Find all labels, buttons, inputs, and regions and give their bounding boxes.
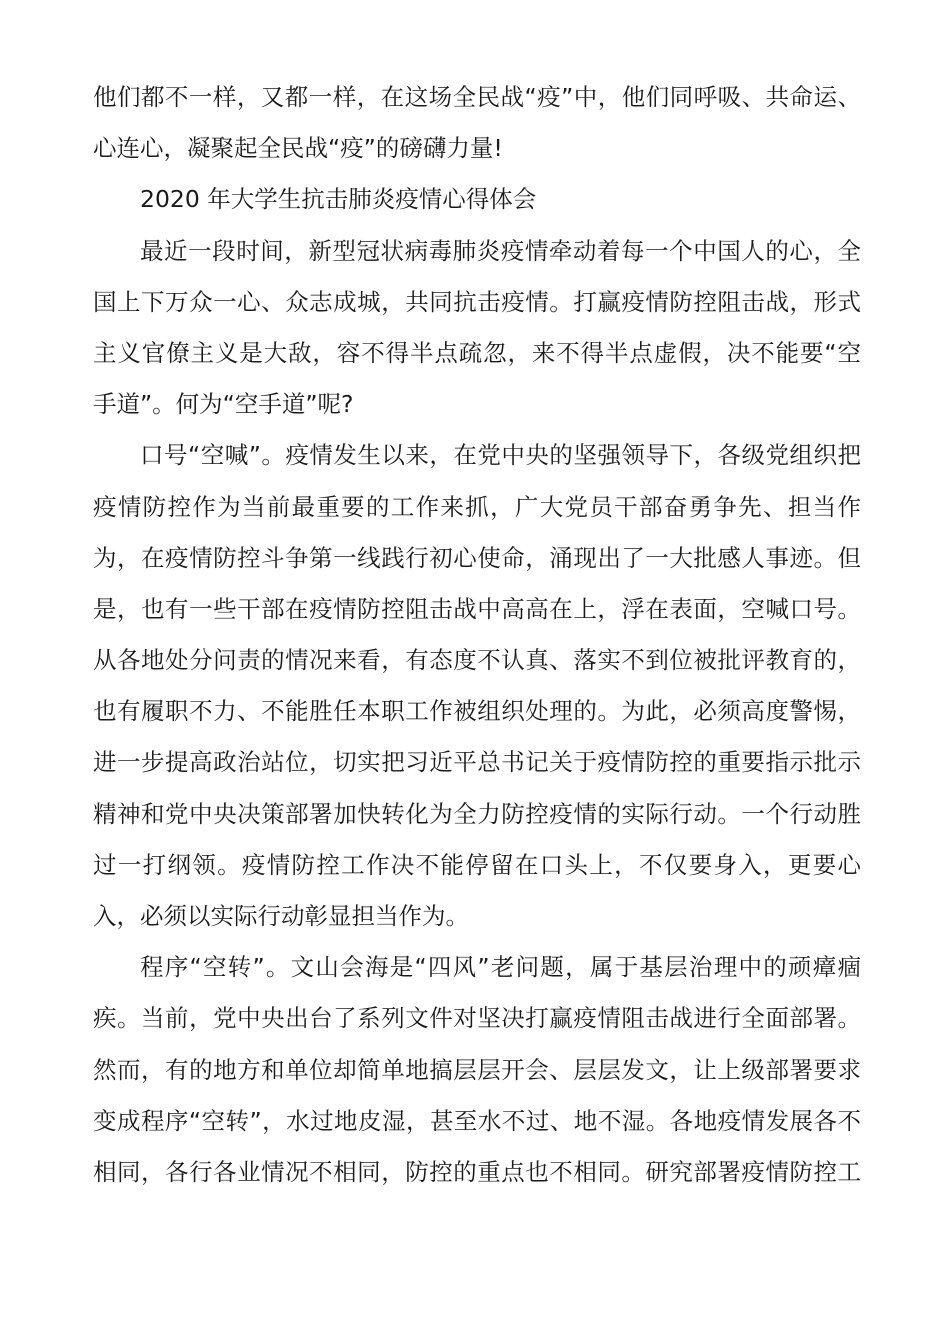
text-line: 主义官僚主义是大敌，容不得半点疏忽，来不得半点虚假，决不能要“空: [93, 338, 862, 367]
text-line: 最近一段时间，新型冠状病毒肺炎疫情牵动着每一个中国人的心，全: [140, 236, 862, 265]
section-heading: 2020 年大学生抗击肺炎疫情心得体会: [140, 185, 537, 214]
text-line: 入，必须以实际行动彰显担当作为。: [93, 902, 469, 930]
text-line: 心连心，凝聚起全民战“疫”的磅礴力量!: [93, 134, 503, 163]
text-line: 为，在疫情防控斗争第一线践行初心使命，涌现出了一大批感人事迹。但: [93, 543, 862, 572]
text-line: 过一打纲领。疫情防控工作决不能停留在口头上，不仅要身入，更要心: [93, 850, 863, 879]
text-line: 然而，有的地方和单位却简单地搞层层开会、层层发文，让上级部署要求: [93, 1055, 862, 1084]
text-line: 进一步提高政治站位，切实把习近平总书记关于疫情防控的重要指示批示: [93, 748, 862, 777]
text-line: 疾。当前，党中央出台了系列文件对坚决打赢疫情阻击战进行全面部署。: [93, 1004, 862, 1033]
document-body: [93, 72, 861, 1198]
text-line: 从各地处分问责的情况来看，有态度不认真、落实不到位被批评教育的，: [93, 646, 862, 675]
text-line: 相同，各行各业情况不相同，防控的重点也不相同。研究部署疫情防控工: [93, 1157, 862, 1186]
text-line: 他们都不一样，又都一样，在这场全民战“疫”中，他们同呼吸、共命运、: [93, 83, 862, 111]
text-line: 程序“空转”。文山会海是“四风”老问题，属于基层治理中的顽瘴痼: [140, 953, 863, 982]
text-line: 口号“空喊”。疫情发生以来，在党中央的坚强领导下，各级党组织把: [140, 441, 862, 470]
text-line: 手道”。何为“空手道”呢?: [93, 390, 354, 419]
text-line: 国上下万众一心、众志成城，共同抗击疫情。打赢疫情防控阻击战，形式: [93, 287, 862, 316]
text-line: 疫情防控作为当前最重要的工作来抓，广大党员干部奋勇争先、担当作: [93, 492, 863, 521]
text-line: 变成程序“空转”，水过地皮湿，甚至水不过、地不湿。各地疫情发展各不: [93, 1106, 862, 1135]
text-line: 精神和党中央决策部署加快转化为全力防控疫情的实际行动。一个行动胜: [93, 799, 862, 828]
text-line: 也有履职不力、不能胜任本职工作被组织处理的。为此，必须高度警惕，: [93, 697, 862, 726]
text-line: 是，也有一些干部在疫情防控阻击战中高高在上，浮在表面，空喊口号。: [93, 594, 862, 623]
